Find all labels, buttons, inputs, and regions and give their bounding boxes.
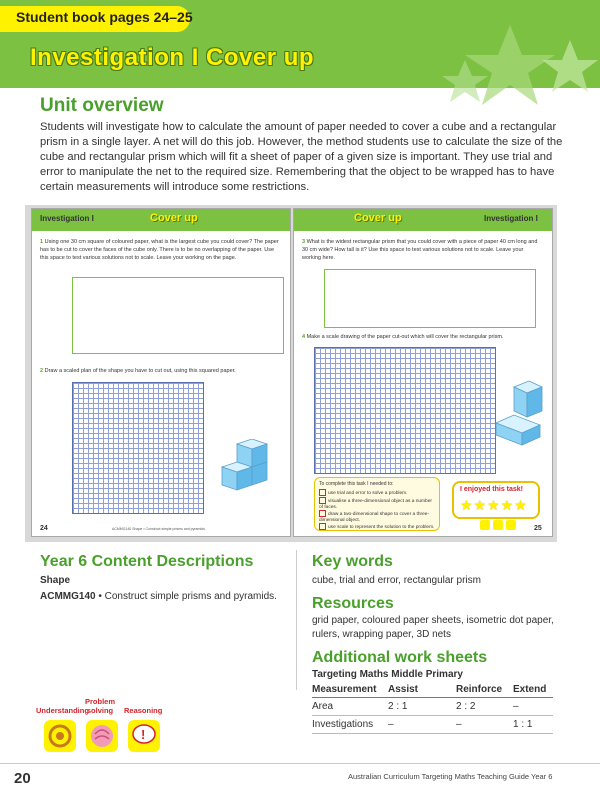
reasoning-icon <box>128 720 160 752</box>
additional-worksheets-heading: Additional work sheets <box>312 649 488 666</box>
question-2-text: Draw a scaled plan of the shape you have to cut out, using this squared paper. <box>44 368 236 374</box>
enjoyed-task-rating <box>452 481 540 519</box>
table-cell: 2 : 1 <box>388 698 456 716</box>
table-cell: 2 : 2 <box>456 698 513 716</box>
problem-solving-icon <box>86 720 118 752</box>
proficiency-mini-icons <box>480 519 520 531</box>
question-1-number: 1 <box>40 239 44 245</box>
left-investigation-label: Investigation I <box>40 214 94 223</box>
answer-box-q3 <box>324 269 536 328</box>
svg-text:!: ! <box>141 727 146 742</box>
left-cover-up-title: Cover up <box>150 212 198 224</box>
rectangular-prisms-icon <box>494 379 550 449</box>
worksheets-subheading: Targeting Maths Middle Primary <box>312 669 463 680</box>
right-investigation-label: Investigation I <box>484 214 538 223</box>
key-words-text: cube, trial and error, rectangular prism <box>312 575 481 586</box>
column-header: Measurement <box>312 682 388 698</box>
table-cell: 1 : 1 <box>513 716 553 734</box>
checklist-title: To complete this task I needed to: <box>319 481 394 487</box>
column-header: Extend <box>513 682 553 698</box>
question-4-text: Make a scale drawing of the paper cut-out which will cover the rectangular prism. <box>306 334 504 340</box>
understanding-icon <box>44 720 76 752</box>
page-title: Investigation I Cover up <box>30 44 315 71</box>
question-4 <box>302 333 542 341</box>
left-page-number: 24 <box>40 525 48 532</box>
table-row <box>312 716 553 734</box>
question-3-text: What is the widest rectangular prism that you could cover with a piece of paper 40 cm long and 30 cm wide? How tall is it? Use this space to test various solutions not to scale. Leave your working here. <box>302 239 538 261</box>
content-descriptions-subheading: Shape <box>40 575 71 586</box>
checklist-item <box>319 510 435 524</box>
table-cell: Area <box>312 698 388 716</box>
question-3-number: 3 <box>302 239 306 245</box>
reasoning-label: Reasoning <box>124 706 163 715</box>
content-description-line <box>40 590 277 604</box>
table-cell: Investigations <box>312 716 388 734</box>
student-book-pages-label: Student book pages 24–25 <box>16 9 193 25</box>
table-row <box>312 698 553 716</box>
unit-overview-heading: Unit overview <box>40 95 164 116</box>
right-cover-up-title: Cover up <box>354 212 402 224</box>
checklist-item-text: draw a two-dimensional shape to cover a three-dimensional object. <box>319 511 430 523</box>
checklist-item <box>319 497 435 511</box>
content-descriptions-heading: Year 6 Content Descriptions <box>40 553 254 570</box>
question-2-number: 2 <box>40 368 44 374</box>
column-header: Assist <box>388 682 456 698</box>
left-page <box>31 208 291 537</box>
enjoyed-task-label: I enjoyed this task! <box>460 486 524 493</box>
resources-heading: Resources <box>312 595 394 612</box>
key-words-heading: Key words <box>312 553 393 570</box>
right-page <box>293 208 553 537</box>
table-header-row <box>312 682 553 698</box>
footer-divider <box>0 763 600 764</box>
rating-stars-icon: ★★★★★ <box>460 497 528 513</box>
checklist-item <box>319 489 407 497</box>
checklist-item-text: visualise a three-dimensional object as a number of faces. <box>319 498 432 510</box>
footer-text: Australian Curriculum Targeting Maths Teaching Guide Year 6 <box>348 772 553 781</box>
star-decoration-icon <box>420 20 600 110</box>
left-page-footnote: ACMMG140 Shape • Construct simple prisms and pyramids. <box>112 527 206 531</box>
question-1 <box>40 238 280 262</box>
content-description-text: • Construct simple prisms and pyramids. <box>95 591 277 602</box>
squared-paper-grid-left <box>72 382 204 514</box>
table-cell: – <box>388 716 456 734</box>
table-cell: – <box>513 698 553 716</box>
checklist-item-text: use scale to represent the solution to the problem. <box>328 524 435 530</box>
right-page-number: 25 <box>534 525 542 532</box>
answer-box-q1 <box>72 277 284 354</box>
table-cell: – <box>456 716 513 734</box>
question-4-number: 4 <box>302 334 306 340</box>
worksheets-table <box>312 682 553 734</box>
checklist-item-text: use trial and error to solve a problem. <box>328 490 408 496</box>
question-3 <box>302 238 542 262</box>
resources-text: grid paper, coloured paper sheets, isometric dot paper, rulers, wrapping paper, 3D nets <box>312 615 554 640</box>
cubes-icon <box>217 439 277 499</box>
unit-overview-text: Students will investigate how to calculate the amount of paper needed to cover a cube and a rectangular prism in a single layer. A net will do this job. However, the method students use to calculate the size of the cube and rectangular prism which will fit a sheet of paper of a given size is important. They use trial and error to manipulate the net to the required size. Remembering that the object to be wrapped has to have certain measurements will introduce some restrictions. <box>40 121 563 193</box>
question-1-text: Using one 30 cm square of coloured paper, what is the largest cube you could cover? The paper has to be cut to cover the faces of the cube only. There is to be no overlapping of the paper. Use this space to test various solutions not to scale. Leave your working on the page. <box>40 239 279 261</box>
page-number: 20 <box>14 770 31 787</box>
problem-solving-label: Problem solving <box>84 697 115 715</box>
checkbox-icon <box>319 510 326 517</box>
checkbox-icon <box>319 523 326 530</box>
checkbox-icon <box>319 489 326 496</box>
task-checklist <box>314 477 440 531</box>
understanding-label: Understanding <box>36 706 89 715</box>
checklist-item <box>319 523 439 531</box>
checkbox-icon <box>319 497 326 504</box>
column-divider <box>296 550 297 690</box>
curriculum-code: ACMMG140 <box>40 591 96 602</box>
question-2 <box>40 367 280 375</box>
squared-paper-grid-right <box>314 347 496 474</box>
column-header: Reinforce <box>456 682 513 698</box>
